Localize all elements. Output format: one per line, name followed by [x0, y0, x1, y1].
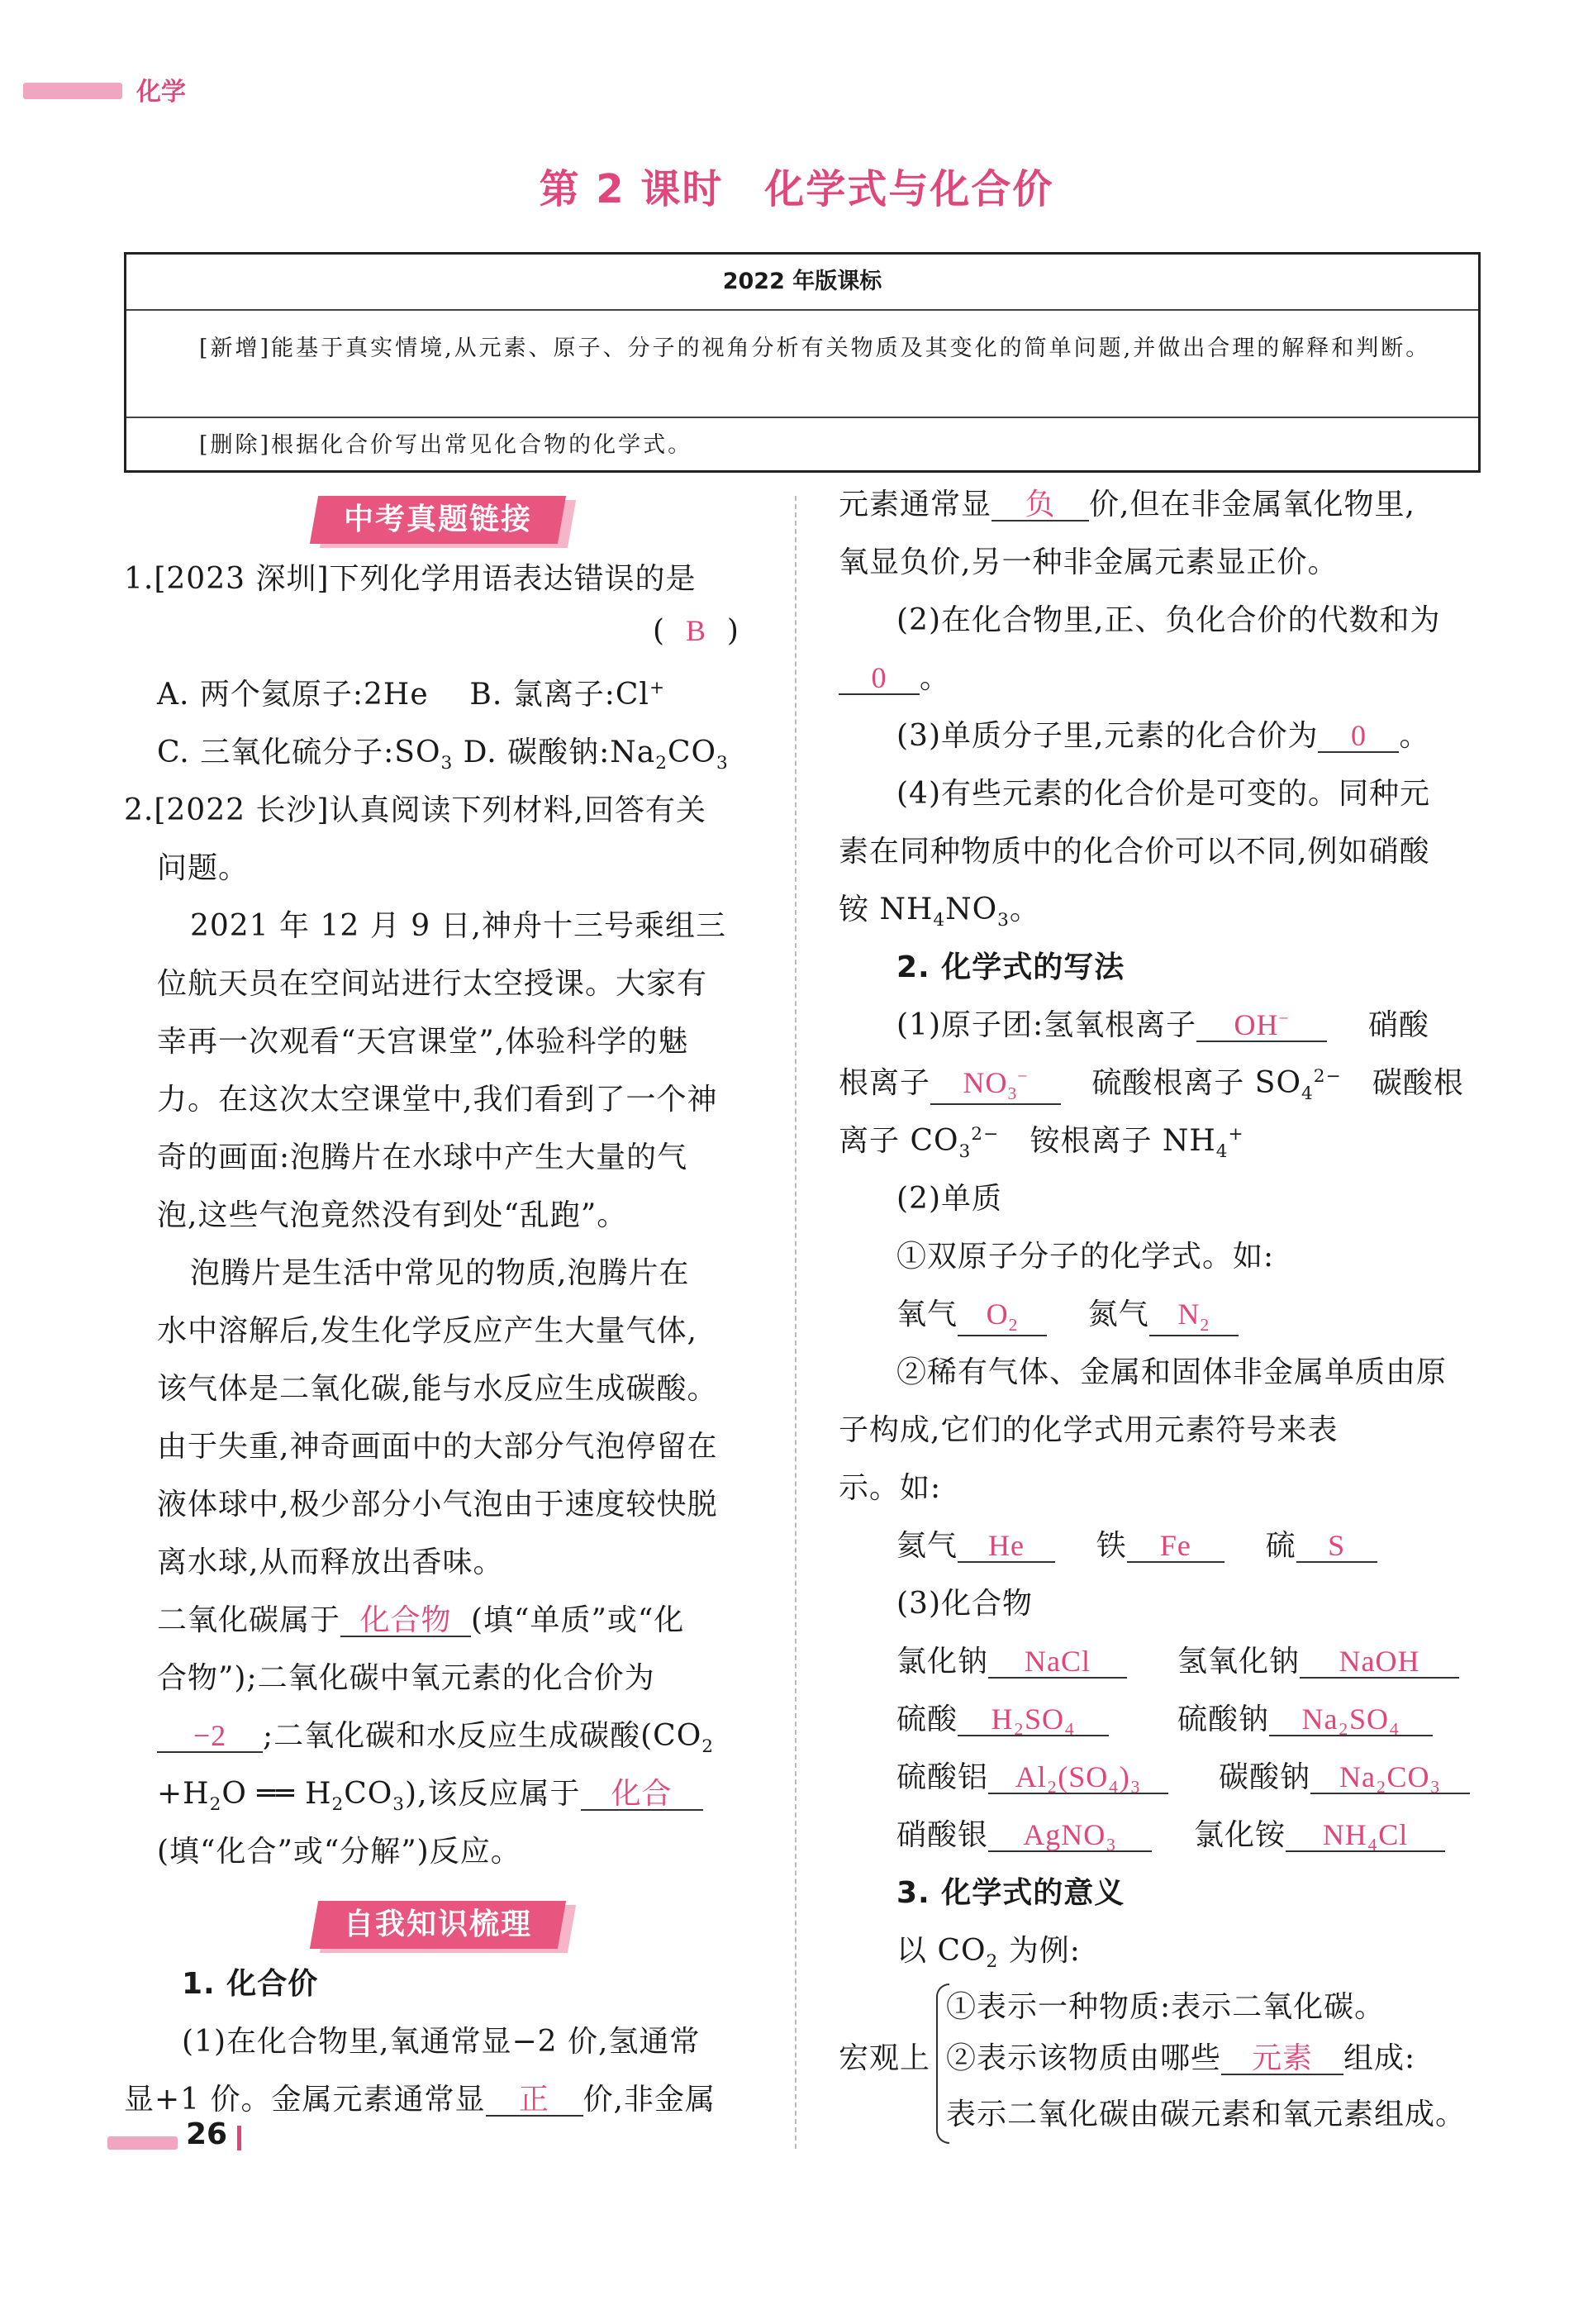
answer-negative: 负	[1025, 488, 1056, 521]
answer-blank: $N_2$	[1149, 1299, 1239, 1336]
answer-compound-formula: Na₂SO₄	[1301, 1703, 1400, 1736]
k1-line-1: (1)在化合物里,氧通常显−2 价,氢通常	[182, 2025, 701, 2059]
k3-macro-3: 表示二氧化碳由碳元素和氧元素组成。	[946, 2098, 1467, 2131]
answer-compound: 化合物	[359, 1603, 452, 1636]
answer-element-valence: 0	[1350, 719, 1367, 752]
compound-row	[1177, 1696, 1433, 1738]
text: (填“单质”或“化	[471, 1603, 685, 1637]
k2-row-2: 根离子 $NO_3^-$ 硫酸根离子 $SO_4^{2-}$ 碳酸根	[839, 1066, 1464, 1105]
standards-added: [新增]能基于真实情境,从元素、原子、分子的视角分析有关物质及其变化的简单问题,并做出合理的解释和判断。	[126, 311, 1478, 418]
section-title: 自我知识梳理	[343, 1907, 532, 1941]
text: 。	[1399, 719, 1430, 753]
compound-label: 硝酸银	[896, 1818, 989, 1852]
compound-row	[896, 1638, 1127, 1680]
answer-compound-formula: NH₄Cl	[1322, 1818, 1409, 1851]
footer-accent-bar	[107, 2136, 178, 2150]
k1-heading: 1. 化合价	[182, 1967, 319, 2001]
answer-blank	[1310, 1762, 1470, 1794]
q1-stem: 1.[2023 深圳]下列化学用语表达错误的是	[124, 562, 697, 596]
answer-oxygen: O	[986, 1298, 1009, 1331]
k1-line-8: (4)有些元素的化合价是可变的。同种元	[896, 777, 1430, 811]
k3-macro-1: ①表示一种物质:表示二氧化碳。	[946, 1990, 1386, 2024]
k2-simple-heading: (2)单质	[896, 1182, 1002, 1216]
answer-compound-formula: NaCl	[1025, 1645, 1091, 1678]
q2-stem-2: 问题。	[157, 851, 250, 885]
compound-label: 硫酸钠	[1177, 1703, 1270, 1736]
text: 硫酸根离子 SO	[1091, 1066, 1301, 1100]
text: 氮气	[1087, 1298, 1149, 1331]
q2-p1-line: 位航天员在空间站进行太空授课。大家有	[157, 967, 708, 1001]
q2-p2-line: 液体球中,极少部分小气泡由于速度较快脱	[157, 1488, 718, 1522]
answer-reaction-type: 化合	[611, 1777, 673, 1810]
k2-diatomic-examples	[896, 1291, 1239, 1336]
text: 组成:	[1343, 2041, 1416, 2075]
answer-blank	[988, 1820, 1152, 1852]
compound-label: 硫酸铝	[896, 1760, 989, 1794]
answer-blank	[1221, 2043, 1343, 2075]
compound-row	[1194, 1812, 1445, 1854]
q2-p2-line: 该气体是二氧化碳,能与水反应生成碳酸。	[157, 1372, 718, 1406]
answer-sum: 0	[871, 661, 887, 694]
text: 。	[920, 661, 951, 695]
text: CO	[344, 1777, 393, 1811]
text: 。	[1009, 893, 1040, 926]
answer-blank: $NO_3^-$	[930, 1068, 1061, 1105]
answer-compound-formula: Na₂CO₃	[1339, 1760, 1442, 1793]
text: H	[305, 1777, 332, 1811]
option-d: D. 碳酸钠:Na	[463, 736, 656, 769]
answer-blank	[581, 1779, 703, 1811]
text: NO	[945, 893, 998, 926]
compound-row	[896, 1812, 1152, 1854]
k3-example	[896, 1927, 1081, 1972]
q2-p2-line: 泡腾片是生活中常见的物质,泡腾片在	[190, 1256, 690, 1290]
q2-p1-line: 泡,这些气泡竟然没有到处“乱跑”。	[157, 1198, 628, 1232]
answer-blank	[988, 1762, 1168, 1794]
column-divider	[795, 496, 796, 2149]
q2-answer-line-3	[157, 1712, 714, 1757]
header-accent-bar	[23, 83, 122, 99]
q2-answer-line-4: $+H_2O$ ══ $H_2CO_3$),该反应属于 化合	[157, 1770, 703, 1815]
page-number-mark	[237, 2126, 241, 2150]
q2-p1-line: 力。在这次太空课堂中,我们看到了一个神	[157, 1083, 718, 1117]
subscript: 2	[986, 1951, 999, 1973]
subscript: 3	[392, 1794, 406, 1816]
answer-blank	[1286, 1820, 1445, 1852]
section-banner-exam	[310, 496, 566, 544]
answer-helium: He	[988, 1529, 1025, 1562]
text: 为例:	[1008, 1934, 1081, 1968]
answer-iron: Fe	[1159, 1529, 1191, 1562]
answer-compound-formula: AgNO₃	[1023, 1818, 1117, 1851]
superscript: +	[649, 678, 666, 698]
text: 硝酸	[1367, 1008, 1429, 1042]
text: 元素通常显	[839, 488, 992, 521]
answer-blank: $O_2$	[958, 1299, 1047, 1336]
k2-row-1	[896, 1002, 1429, 1044]
subject-label: 化学	[136, 78, 186, 107]
text: 硫	[1265, 1529, 1296, 1563]
answer-blank	[958, 1531, 1055, 1563]
k1-line-5: (2)在化合物里,正、负化合价的代数和为	[896, 603, 1441, 637]
answer-blank	[988, 1646, 1127, 1679]
compound-label: 硫酸	[896, 1703, 958, 1736]
subscript: 3	[716, 753, 729, 774]
compound-label: 碳酸钠	[1219, 1760, 1311, 1794]
page-number: 26	[186, 2117, 228, 2151]
answer-blank	[839, 663, 920, 695]
q2-p2-line: 由于失重,神奇画面中的大部分气泡停留在	[157, 1430, 718, 1464]
subscript: 3	[997, 910, 1010, 931]
q2-p1-line: 奇的画面:泡腾片在水球中产生大量的气	[157, 1141, 688, 1174]
q1-options-ab	[157, 671, 665, 713]
answer-blank	[1318, 721, 1399, 753]
k1-line-2	[124, 2076, 716, 2118]
subscript: 2	[701, 1736, 714, 1758]
answer-valence: −2	[193, 1719, 227, 1752]
text: 铁	[1096, 1529, 1127, 1563]
answer-blank	[1269, 1704, 1433, 1736]
compound-row	[896, 1696, 1109, 1738]
k2-diatomic: ①双原子分子的化学式。如:	[896, 1240, 1275, 1274]
answer-blank	[958, 1704, 1109, 1736]
compound-label: 氯化铵	[1194, 1818, 1286, 1852]
answer-blank	[991, 489, 1089, 521]
text: 价,但在非金属氧化物里,	[1089, 488, 1415, 521]
text: 二氧化碳属于	[157, 1603, 341, 1637]
standards-heading: 2022 年版课标	[126, 255, 1478, 311]
answer-nitrogen: N	[1177, 1298, 1201, 1331]
answer-positive: 正	[519, 2083, 550, 2116]
answer-elements: 元素	[1252, 2041, 1314, 2074]
text: 价,非金属	[583, 2083, 716, 2117]
q2-p1-line: 2021 年 12 月 9 日,神舟十三号乘组三	[190, 909, 726, 943]
section-banner-review	[310, 1901, 566, 1949]
answer-compound-formula: H₂SO₄	[991, 1703, 1076, 1736]
subscript: 2	[655, 753, 668, 774]
q1-options-cd: C. 三氧化硫分子$:SO_3$ D. 碳酸钠$:Na_2CO_3$	[157, 736, 729, 774]
text: ;二氧化碳和水反应生成碳酸(CO	[263, 1719, 702, 1753]
k3-macro-label: 宏观上	[839, 2041, 931, 2075]
text: ②表示该物质由哪些	[946, 2041, 1222, 2075]
answer-sulfur: S	[1328, 1529, 1346, 1562]
k3-heading: 3. 化学式的意义	[896, 1876, 1125, 1910]
answer-compound-formula: NaOH	[1339, 1645, 1420, 1678]
answer-blank: OH−	[1196, 1010, 1327, 1042]
compound-row	[1219, 1754, 1470, 1796]
option-c: C. 三氧化硫分子:SO	[157, 736, 441, 769]
q2-stem-1: 2.[2022 长沙]认真阅读下列材料,回答有关	[124, 793, 706, 827]
q1-answer: B	[685, 614, 706, 647]
text: 以 CO	[896, 1934, 987, 1968]
curriculum-standards-box	[124, 252, 1481, 473]
option-a: A. 两个氦原子:2He	[157, 678, 429, 712]
answer-blank	[486, 2084, 583, 2117]
k1-line-9: 素在同种物质中的化合价可以不同,例如硝酸	[839, 835, 1430, 869]
k2-row-3: 离子 $CO_3^{2-}$ 铵根离子 $NH_4^+$	[839, 1124, 1244, 1163]
page-title: 第 2 课时 化学式与化合价	[539, 166, 1054, 212]
text: 氧气	[896, 1298, 958, 1331]
k1-line-6	[839, 655, 950, 697]
k1-line-4: 氧显负价,另一种非金属元素显正价。	[839, 545, 1339, 579]
answer-blank	[1300, 1646, 1459, 1679]
text: +H	[157, 1777, 210, 1811]
q2-answer-line-1	[157, 1597, 684, 1639]
subscript: 2	[209, 1794, 222, 1816]
answer-blank	[1127, 1531, 1224, 1563]
compound-label: 氯化钠	[896, 1645, 989, 1679]
option-b: B. 氯离子:Cl	[469, 678, 649, 712]
q1-answer-paren: ( B )	[653, 614, 739, 648]
q2-p1-line: 幸再一次观看“天宫课堂”,体验科学的魅	[157, 1025, 689, 1059]
k2-atomic-3: 示。如:	[839, 1471, 942, 1505]
text: 碳酸根	[1372, 1066, 1464, 1100]
text: (3)单质分子里,元素的化合价为	[896, 719, 1319, 753]
k2-atomic-examples	[896, 1522, 1377, 1564]
k2-compound-heading: (3)化合物	[896, 1587, 1033, 1621]
subscript: 2	[331, 1794, 345, 1816]
answer-blank	[340, 1605, 471, 1637]
answer-blank	[1296, 1531, 1377, 1563]
answer-compound-formula: Al₂(SO₄)₃	[1015, 1760, 1142, 1793]
text: 显+1 价。金属元素通常显	[124, 2083, 486, 2117]
k1-line-10: 铵 $NH_4NO_3$。	[839, 893, 1040, 931]
standards-removed: [删除]根据化合价写出常见化合物的化学式。	[199, 432, 693, 458]
q2-p2-line: 离水球,从而释放出香味。	[157, 1545, 504, 1579]
k1-line-7	[896, 712, 1429, 755]
k2-atomic-1: ②稀有气体、金属和固体非金属单质由原	[896, 1355, 1448, 1389]
k2-atomic-2: 子构成,它们的化学式用元素符号来表	[839, 1413, 1339, 1447]
text: 根离子	[839, 1066, 931, 1100]
q2-answer-line-5: (填“化合”或“分解”)反应。	[157, 1835, 521, 1869]
answer-blank	[157, 1721, 263, 1753]
text: ),该反应属于	[405, 1777, 581, 1811]
text: 铵 NH	[839, 893, 934, 926]
answer-hydroxide: OH	[1234, 1008, 1279, 1041]
section-title: 中考真题链接	[343, 502, 532, 536]
q2-p2-line: 水中溶解后,发生化学反应产生大量气体,	[157, 1314, 697, 1348]
text: O	[221, 1777, 247, 1811]
q2-answer-line-2: 合物”);二氧化碳中氧元素的化合价为	[157, 1661, 655, 1695]
text: 氦气	[896, 1529, 958, 1563]
subscript: 3	[440, 753, 454, 774]
answer-nitrate: NO	[963, 1066, 1008, 1099]
k3-macro-2	[946, 2035, 1415, 2077]
compound-label: 氢氧化钠	[1177, 1645, 1301, 1679]
text: (1)原子团:氢氧根离子	[896, 1008, 1197, 1042]
compound-row	[1177, 1638, 1459, 1680]
k2-heading: 2. 化学式的写法	[896, 950, 1125, 984]
text: 铵根离子 NH	[1030, 1124, 1216, 1158]
compound-row	[896, 1754, 1168, 1796]
k1-line-3	[839, 481, 1415, 523]
text: 离子 CO	[839, 1124, 959, 1158]
